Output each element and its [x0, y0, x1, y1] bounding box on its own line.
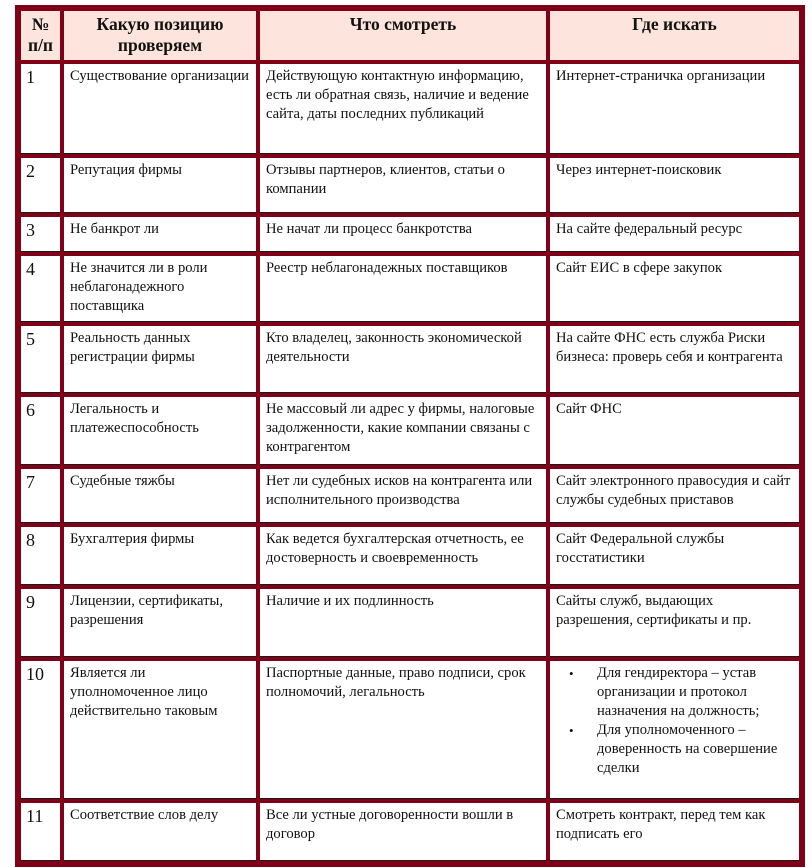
row-position: Репутация фирмы	[62, 156, 258, 215]
bullet-icon: •	[569, 666, 574, 681]
row-where: Сайт электронного правосудия и сайт службы судебных приставов	[548, 467, 802, 525]
row-position: Не значится ли в роли неблагонадежного поставщика	[62, 254, 258, 324]
row-position: Существование организации	[62, 62, 258, 156]
header-number	[18, 8, 62, 62]
row-position: Судебные тяжбы	[62, 467, 258, 525]
row-what: Реестр неблагонадежных поставщиков	[258, 254, 548, 324]
row-where: Сайт ФНС	[548, 395, 802, 467]
row-where: Сайт ЕИС в сфере закупок	[548, 254, 802, 324]
header-what-label: Что смотреть	[349, 14, 457, 34]
header-position-line1: Какую позицию	[96, 14, 224, 34]
header-position-line2: проверяем	[117, 35, 203, 55]
row-position: Лицензии, сертификаты, разрешения	[62, 587, 258, 659]
where-bullet-list	[556, 664, 793, 778]
bullet-text: Для уполномоченного – доверенность на совершение сделки	[597, 722, 778, 776]
table-row	[18, 801, 802, 864]
row-what: Как ведется бухгалтерская отчетность, ее достоверность и своевременность	[258, 525, 548, 587]
bullet-item	[569, 721, 793, 778]
row-where: На сайте ФНС есть служба Риски бизнеса: проверь себя и контрагента	[548, 324, 802, 395]
row-position: Реальность данных регистрации фирмы	[62, 324, 258, 395]
row-position: Не банкрот ли	[62, 215, 258, 254]
table-row	[18, 525, 802, 587]
row-what: Не массовый ли адрес у фирмы, налоговые задолженности, какие компании связаны с контрагентом	[258, 395, 548, 467]
row-where	[548, 659, 802, 801]
row-position: Бухгалтерия фирмы	[62, 525, 258, 587]
row-where: Сайт Федеральной службы госстатистики	[548, 525, 802, 587]
row-what: Наличие и их подлинность	[258, 587, 548, 659]
bullet-icon: •	[569, 723, 574, 738]
counterparty-check-table	[15, 5, 805, 867]
row-what: Действующую контактную информацию, есть ли обратная связь, наличие и ведение сайта, даты последних публикаций	[258, 62, 548, 156]
table-row	[18, 215, 802, 254]
row-where: Интернет-страничка организации	[548, 62, 802, 156]
row-what: Нет ли судебных исков на контрагента или исполнительного производства	[258, 467, 548, 525]
table-row	[18, 62, 802, 156]
table-row	[18, 324, 802, 395]
row-position: Является ли уполномоченное лицо действительно таковым	[62, 659, 258, 801]
row-number: 10	[18, 659, 62, 801]
row-number: 7	[18, 467, 62, 525]
row-what: Отзывы партнеров, клиентов, статьи о компании	[258, 156, 548, 215]
row-where: Через интернет-поисковик	[548, 156, 802, 215]
bullet-text: Для гендиректора – устав организации и протокол назначения на должность;	[597, 665, 760, 719]
row-number: 4	[18, 254, 62, 324]
row-number: 6	[18, 395, 62, 467]
row-where: Смотреть контракт, перед тем как подписать его	[548, 801, 802, 864]
row-position: Соответствие слов делу	[62, 801, 258, 864]
row-number: 8	[18, 525, 62, 587]
bullet-item	[569, 664, 793, 721]
table-header	[18, 8, 802, 62]
header-where-label: Где искать	[632, 14, 717, 34]
row-where: Сайты служб, выдающих разрешения, сертификаты и пр.	[548, 587, 802, 659]
row-number: 5	[18, 324, 62, 395]
row-what: Кто владелец, законность экономической деятельности	[258, 324, 548, 395]
row-what: Не начат ли процесс банкротства	[258, 215, 548, 254]
table-row	[18, 395, 802, 467]
header-row	[18, 8, 802, 62]
table-body	[18, 62, 802, 864]
table-row	[18, 587, 802, 659]
table-row	[18, 659, 802, 801]
row-number: 3	[18, 215, 62, 254]
header-where	[548, 8, 802, 62]
row-what: Все ли устные договоренности вошли в договор	[258, 801, 548, 864]
row-number: 1	[18, 62, 62, 156]
header-what	[258, 8, 548, 62]
row-number: 2	[18, 156, 62, 215]
header-number-line2: п/п	[27, 35, 54, 55]
row-number: 9	[18, 587, 62, 659]
table-row	[18, 467, 802, 525]
row-what: Паспортные данные, право подписи, срок полномочий, легальность	[258, 659, 548, 801]
header-number-line1: №	[31, 14, 50, 34]
row-position: Легальность и платежеспособность	[62, 395, 258, 467]
table-row	[18, 156, 802, 215]
header-position	[62, 8, 258, 62]
row-where: На сайте федеральный ресурс	[548, 215, 802, 254]
row-number: 11	[18, 801, 62, 864]
table-row	[18, 254, 802, 324]
